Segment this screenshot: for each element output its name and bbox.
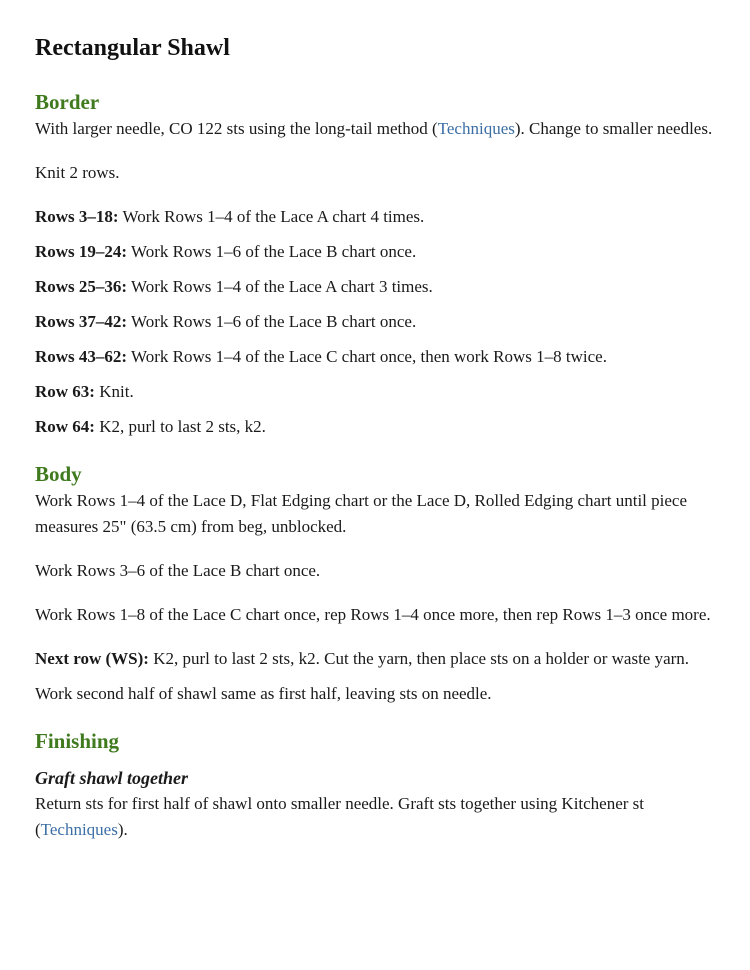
border-section	[35, 88, 725, 440]
border-row-instruction	[35, 274, 725, 300]
row-label: Rows 19–24:	[35, 242, 128, 261]
body-paragraph-2: Work Rows 3–6 of the Lace B chart once.	[35, 561, 321, 580]
finishing-paragraph	[35, 791, 725, 843]
border-row-instruction	[35, 344, 725, 370]
row-text: Work Rows 1–4 of the Lace A chart 4 times.	[118, 207, 425, 226]
body-paragraph-5: Work second half of shawl same as first half, leaving sts on needle.	[35, 684, 492, 703]
finishing-section	[35, 727, 725, 843]
finishing-text-end: ).	[117, 820, 128, 839]
next-row-label: Next row (WS):	[35, 649, 149, 668]
document-page	[35, 30, 725, 843]
row-text: K2, purl to last 2 sts, k2.	[94, 417, 266, 436]
row-label: Rows 3–18:	[35, 207, 119, 226]
body-section	[35, 460, 725, 707]
body-paragraph-3: Work Rows 1–8 of the Lace C chart once, rep Rows 1–4 once more, then rep Rows 1–3 once more.	[35, 605, 711, 624]
row-text: Work Rows 1–6 of the Lace B chart once.	[127, 312, 417, 331]
next-row-text: K2, purl to last 2 sts, k2. Cut the yarn, then place sts on a holder or waste yarn.	[148, 649, 690, 668]
body-paragraph-1: Work Rows 1–4 of the Lace D, Flat Edging chart or the Lace D, Rolled Edging chart until piece measures 25" (63.5 cm) from beg, unblocked.	[35, 491, 688, 536]
border-cast-on-text: With larger needle, CO 122 sts using the long-tail method (	[35, 119, 438, 138]
row-text: Knit.	[94, 382, 134, 401]
row-label: Rows 25–36:	[35, 277, 128, 296]
row-label: Row 63:	[35, 382, 95, 401]
body-heading: Body	[35, 462, 82, 486]
border-heading: Border	[35, 90, 100, 114]
border-row-instruction	[35, 239, 725, 265]
techniques-link[interactable]: Techniques	[437, 119, 515, 138]
body-next-row-paragraph	[35, 646, 725, 672]
techniques-link[interactable]: Techniques	[40, 820, 118, 839]
border-row-instruction	[35, 204, 725, 230]
border-row-instruction	[35, 414, 725, 440]
row-label: Row 64:	[35, 417, 95, 436]
page-title: Rectangular Shawl	[35, 35, 230, 61]
border-knit-rows-paragraph: Knit 2 rows.	[35, 163, 120, 182]
border-cast-on-text-end: ). Change to smaller needles.	[514, 119, 713, 138]
finishing-heading: Finishing	[35, 729, 120, 753]
border-row-instruction	[35, 309, 725, 335]
row-label: Rows 37–42:	[35, 312, 128, 331]
row-text: Work Rows 1–6 of the Lace B chart once.	[127, 242, 417, 261]
finishing-text: Return sts for first half of shawl onto smaller needle. Graft sts together using Kitchener st (	[35, 794, 645, 839]
graft-subheading: Graft shawl together	[35, 768, 189, 788]
row-label: Rows 43–62:	[35, 347, 128, 366]
row-text: Work Rows 1–4 of the Lace A chart 3 times.	[127, 277, 433, 296]
row-text: Work Rows 1–4 of the Lace C chart once, then work Rows 1–8 twice.	[127, 347, 607, 366]
border-row-instruction	[35, 379, 725, 405]
border-cast-on-paragraph	[35, 116, 725, 142]
